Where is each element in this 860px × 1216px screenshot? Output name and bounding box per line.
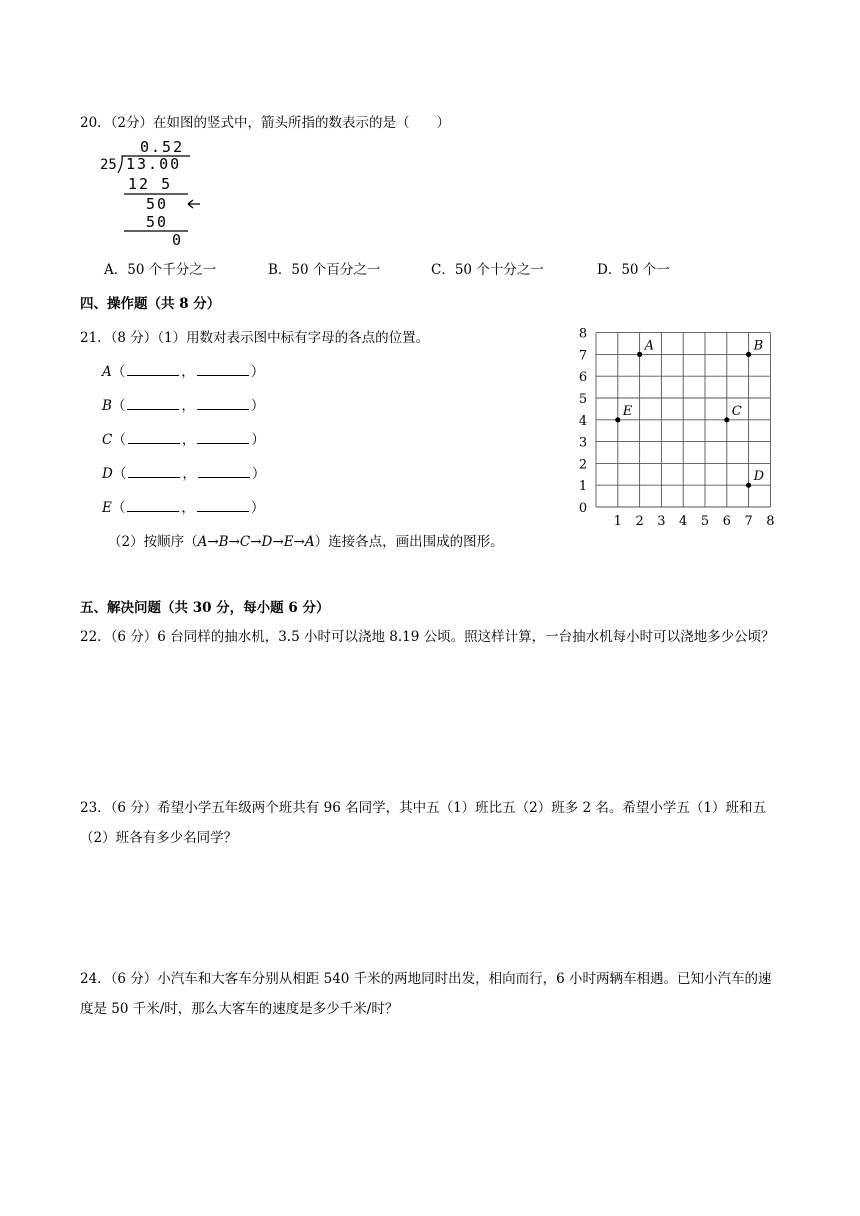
point-dot [637, 352, 642, 357]
paren-open: （ [111, 364, 126, 380]
answer-blank-x[interactable] [128, 465, 180, 478]
q21-stem: 21．（8 分）（1）用数对表示图中标有字母的各点的位置。 [80, 330, 430, 346]
q21-part2 [108, 530, 504, 550]
seq-point: A [197, 534, 208, 550]
y-tick-label: 0 [578, 501, 588, 516]
division-remainder: 0 [172, 231, 182, 246]
y-tick-label: 2 [578, 457, 588, 473]
point-label: B [753, 338, 764, 354]
paren-open: （ [111, 500, 126, 516]
paren-open: （ [111, 398, 126, 414]
point-letter: C [102, 432, 113, 448]
q21-row-d [102, 462, 265, 482]
coordinate-grid [565, 328, 785, 533]
division-step1: 12 5 [128, 175, 173, 193]
division-step3: 50 [146, 213, 169, 231]
seq-arrow: → [250, 534, 262, 550]
answer-blank-y[interactable] [197, 363, 249, 376]
arrow-left-icon [188, 200, 200, 208]
q20-option-d: D．50 个一 [597, 262, 670, 278]
paren-open: （ [112, 432, 126, 448]
paren-close: ） [251, 432, 265, 448]
seq-point: B [218, 534, 229, 550]
seq-point: A [304, 534, 315, 550]
q21-row-e [102, 496, 264, 516]
y-tick-label: 5 [578, 392, 588, 407]
y-tick-label: 1 [578, 479, 588, 495]
answer-blank-x[interactable] [127, 499, 179, 512]
y-tick-label: 6 [578, 370, 588, 386]
section-5-title: 五、解决问题（共 30 分，每小题 6 分） [80, 600, 330, 616]
point-dot [615, 417, 620, 422]
paren-close: ） [250, 364, 265, 380]
comma: ， [181, 398, 195, 414]
answer-blank-x[interactable] [128, 431, 180, 444]
point-letter: A [102, 364, 112, 380]
point-letter: B [102, 398, 112, 414]
answer-blank-y[interactable] [197, 431, 249, 444]
comma: ， [181, 500, 195, 516]
y-tick-label: 3 [578, 435, 588, 451]
q24-text: 24．（6 分）小汽车和大客车分别从相距 540 千米的两地同时出发，相向而行，6 小时两辆车相遇。已知小汽车的速度是 50 千米/时，那么大客车的速度是多少千米/时？ [80, 971, 772, 1017]
division-divisor: 25 [100, 157, 117, 173]
comma: ， [181, 432, 196, 448]
x-tick-label: 7 [744, 514, 753, 529]
x-tick-label: 6 [722, 514, 731, 529]
point-label: D [753, 469, 765, 485]
answer-blank-y[interactable] [198, 465, 250, 478]
q20-option-a: A．50 个千分之一 [104, 262, 217, 278]
q21-row-b [102, 394, 264, 414]
point-dot [746, 352, 751, 357]
division-dividend: 13.00 [126, 155, 182, 173]
paren-close: ） [250, 398, 265, 414]
long-division-figure [98, 136, 208, 246]
section-4-title: 四、操作题（共 8 分） [80, 296, 221, 312]
seq-arrow: → [228, 534, 240, 550]
q20-option-b: B．50 个百分之一 [268, 262, 381, 278]
q20-stem: 20．（2分）在如图的竖式中，箭头所指的数表示的是（ ） [80, 115, 451, 131]
x-tick-label: 1 [613, 514, 622, 529]
point-dot [746, 483, 751, 488]
point-label: A [644, 338, 654, 354]
point-letter: D [102, 466, 113, 482]
part2-before: （2）按顺序（ [108, 534, 198, 550]
q23-text: 23．（6 分）希望小学五年级两个班共有 96 名同学，其中五（1）班比五（2）班多 2 名。希望小学五（1）班和五（2）班各有多少名同学？ [80, 800, 767, 846]
answer-blank-y[interactable] [197, 397, 249, 410]
comma: ， [181, 364, 195, 380]
seq-point: C [239, 534, 251, 550]
point-dot [724, 417, 729, 422]
y-tick-label: 8 [578, 328, 588, 342]
x-tick-label: 5 [700, 514, 710, 529]
paren-close: ） [250, 500, 265, 516]
x-tick-label: 2 [635, 514, 644, 529]
y-tick-label: 4 [578, 413, 588, 429]
division-quotient: 0.52 [140, 138, 185, 156]
seq-point: D [261, 534, 273, 550]
seq-arrow: → [272, 534, 284, 550]
comma: ， [182, 466, 196, 482]
point-label: C [731, 403, 742, 419]
seq-arrow: → [293, 534, 305, 550]
y-tick-label: 7 [578, 348, 588, 364]
seq-arrow: → [207, 534, 219, 550]
q22-text: 22．（6 分）6 台同样的抽水机，3.5 小时可以浇地 8.19 公顷。照这样计算，一台抽水机每小时可以浇地多少公顷？ [80, 629, 775, 645]
x-tick-label: 8 [766, 514, 775, 529]
point-label: E [622, 403, 633, 419]
paren-open: （ [112, 466, 127, 482]
paren-close: ） [251, 466, 266, 482]
x-tick-label: 4 [679, 514, 688, 529]
part2-after: ）连接各点，画出围成的图形。 [314, 534, 504, 550]
q21-row-a [102, 360, 264, 380]
q21-row-c [102, 428, 265, 448]
answer-blank-x[interactable] [127, 363, 179, 376]
point-letter: E [102, 500, 112, 516]
answer-blank-y[interactable] [197, 499, 249, 512]
answer-blank-x[interactable] [127, 397, 179, 410]
division-step2: 50 [146, 195, 169, 213]
x-tick-label: 3 [657, 514, 666, 529]
seq-point: E [283, 534, 294, 550]
q20-option-c: C．50 个十分之一 [431, 262, 544, 278]
